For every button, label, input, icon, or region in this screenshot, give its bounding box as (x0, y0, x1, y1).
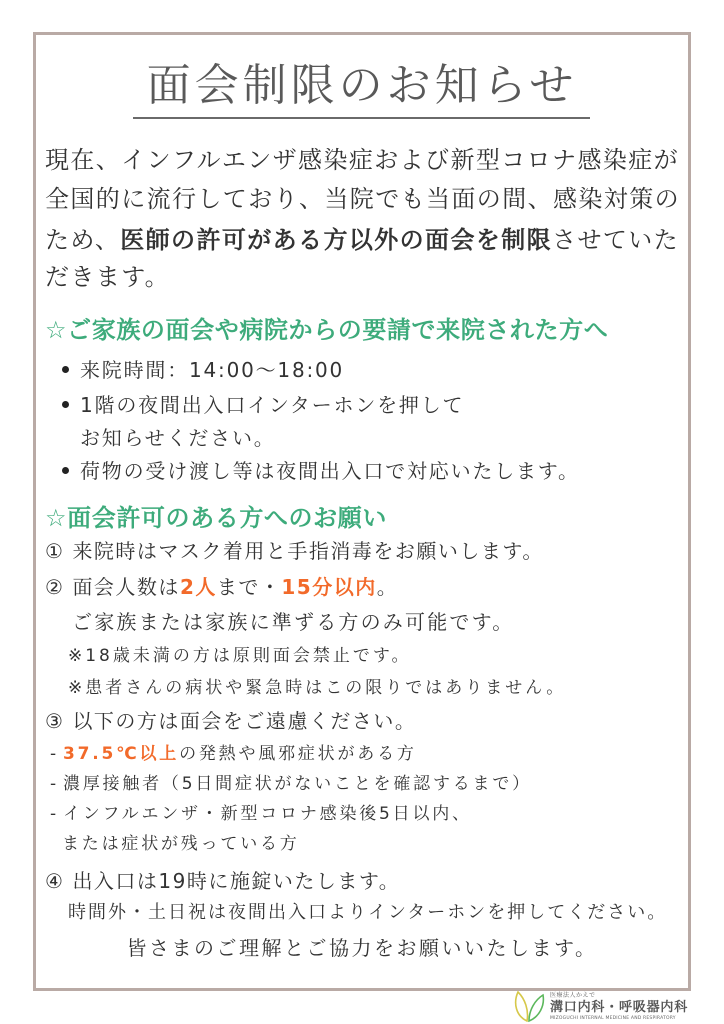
intro-line-3-pre: ため、 (45, 226, 121, 254)
fever-threshold-highlight: 37.5℃以上 (62, 744, 180, 764)
intro-line-2: 全国的に流行しており、当院でも当面の間、感染対策の (45, 185, 680, 213)
bullet-intercom: 1階の夜間出入口インターホンを押して (80, 393, 465, 417)
visitor-count-highlight: 2人 (179, 575, 217, 599)
rule-item-4 (45, 871, 400, 891)
remark-under-18: ※18歳未満の方は原則面会禁止です。 (68, 646, 412, 666)
condition-recent-infection (50, 806, 472, 823)
list-dash: - (50, 774, 59, 794)
condition-fever (50, 746, 417, 763)
logo-english-name: MIZOGUCHI INTERNAL MEDICINE AND RESPIRATORY (550, 1016, 676, 1021)
remark-emergency: ※患者さんの病状や緊急時はこの限りではありません。 (68, 678, 567, 698)
title-underline (133, 117, 590, 119)
item-number: ① (45, 539, 65, 563)
item-text: 出入口は19時に施錠いたします。 (72, 869, 401, 893)
rule-item-2 (45, 577, 398, 597)
condition-recent-infection-continued: または症状が残っている方 (62, 834, 300, 854)
item-number: ② (45, 575, 65, 599)
intro-line-3 (45, 228, 679, 252)
rule-item-2-note: ご家族または家族に準ずる方のみ可能です。 (72, 610, 515, 634)
condition-close-contact (50, 776, 532, 793)
section-heading-permitted: ☆面会許可のある方へのお願い (45, 504, 387, 532)
condition-text: の発熱や風邪症状がある方 (179, 744, 417, 764)
logo-organization: 医療法人かえで (550, 992, 596, 999)
item-text: 以下の方は面会をご遠慮ください。 (72, 709, 417, 733)
item-text: 来院時はマスク着用と手指消毒をお願いします。 (72, 539, 544, 563)
closing-message: 皆さまのご理解とご協力をお願いいたします。 (126, 936, 598, 960)
item-number: ③ (45, 709, 65, 733)
rule-item-4-note: 時間外・土日祝は夜間出入口よりインターホンを押してください。 (68, 902, 668, 923)
bullet-visiting-hours: 来院時間：14:00～18:00 (80, 358, 345, 382)
intro-line-3-post: させていた (552, 226, 680, 254)
intro-line-4: だきます。 (45, 263, 171, 291)
logo-clinic-name: 溝口内科・呼吸器内科 (550, 1000, 689, 1015)
rule-item-1 (45, 541, 544, 561)
bullet-dot (62, 467, 69, 474)
intro-restriction-emphasis: 医師の許可がある方以外の面会を制限 (120, 226, 553, 254)
item-text-mid: まで・ (216, 575, 282, 599)
item-text-post: 。 (376, 575, 399, 599)
item-number: ④ (45, 869, 65, 893)
visit-duration-highlight: 15分以内 (281, 575, 377, 599)
condition-text: 濃厚接触者（5日間症状がないことを確認するまで） (62, 774, 532, 794)
intro-line-1: 現在、インフルエンザ感染症および新型コロナ感染症が (45, 146, 680, 174)
list-dash: - (50, 744, 59, 764)
rule-item-3 (45, 711, 416, 731)
bullet-dot (62, 366, 69, 373)
item-text-pre: 面会人数は (72, 575, 180, 599)
leaf-icon (508, 989, 548, 1023)
bullet-intercom-continued: お知らせください。 (80, 426, 276, 450)
list-dash: - (50, 804, 59, 824)
page-title: 面会制限のお知らせ (146, 60, 578, 111)
bullet-package-handover: 荷物の受け渡し等は夜間出入口で対応いたします。 (80, 459, 580, 483)
bullet-dot (62, 401, 69, 408)
condition-text: インフルエンザ・新型コロナ感染後5日以内、 (62, 804, 472, 824)
section-heading-family: ☆ご家族の面会や病院からの要請で来院された方へ (45, 316, 609, 344)
